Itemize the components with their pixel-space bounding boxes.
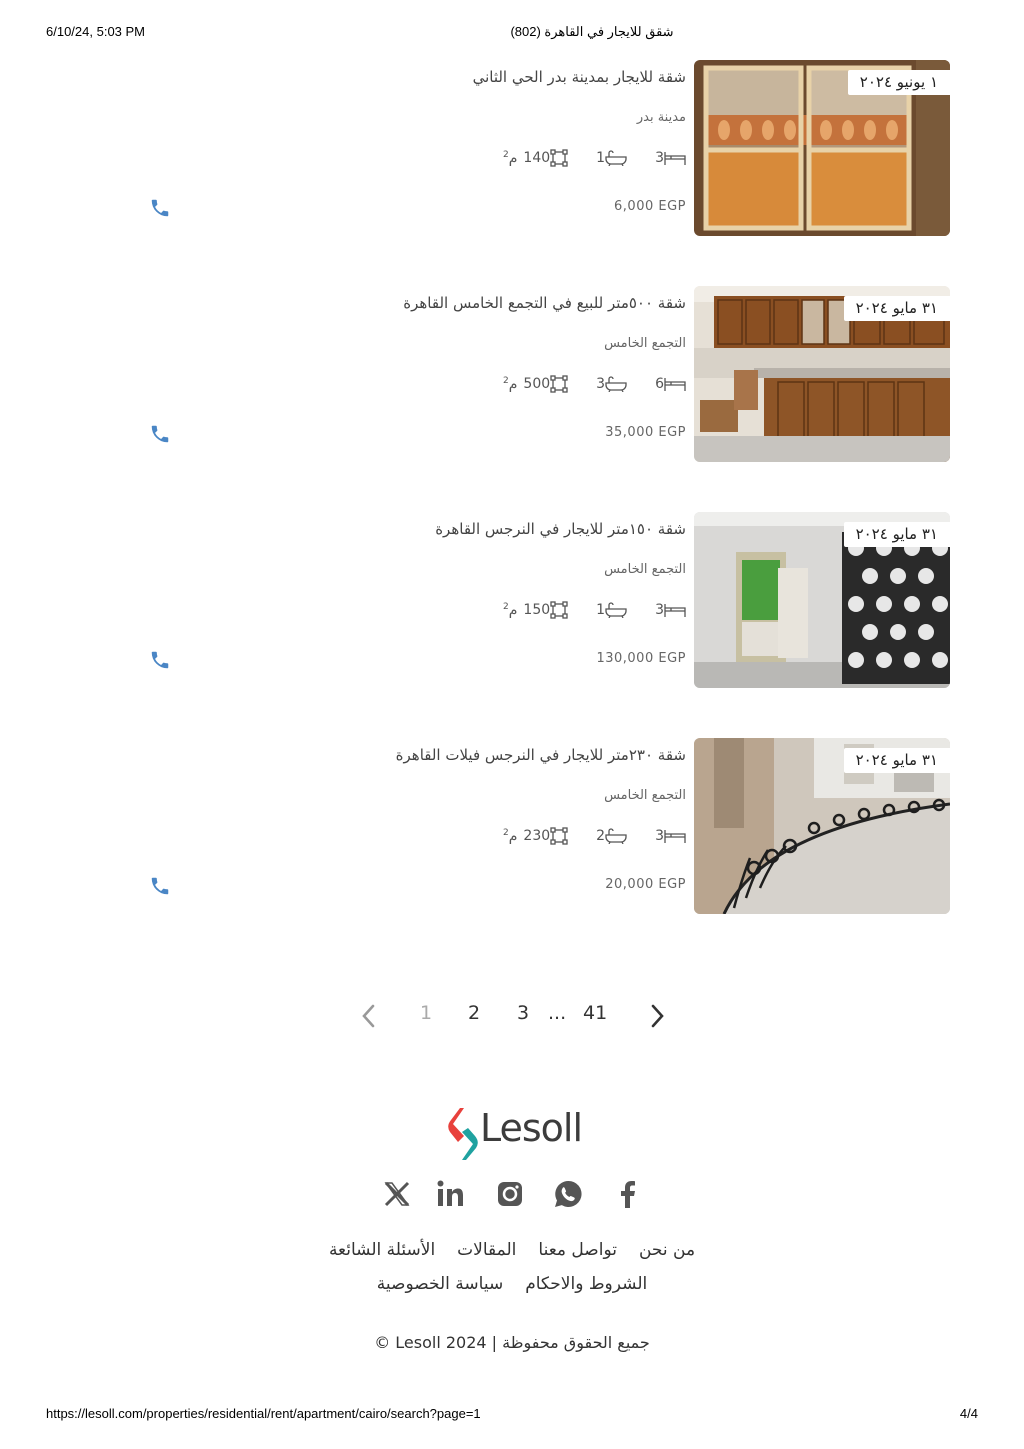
area-value: 140	[523, 150, 551, 166]
area-feature	[499, 827, 568, 845]
listing-title[interactable]: شقة للايجار بمدينة بدر الحي الثاني	[472, 68, 686, 86]
bath-icon	[605, 376, 627, 392]
listing-date: ٣١ مايو ٢٠٢٤	[844, 522, 950, 547]
listing-features	[477, 148, 686, 168]
bathrooms-feature	[590, 602, 627, 618]
area-icon	[550, 149, 568, 167]
footer-link-privacy[interactable]: سياسة الخصوصية	[376, 1274, 504, 1294]
listing-photo[interactable]	[694, 286, 950, 462]
print-datetime: 6/10/24, 5:03 PM	[46, 24, 146, 39]
bedrooms-feature	[649, 602, 686, 618]
bathrooms-count: 3	[596, 376, 606, 392]
bath-icon	[605, 602, 627, 618]
listing-location: التجمع الخامس	[604, 562, 686, 577]
brand-name: Lesoll	[480, 1106, 583, 1150]
listing-photo[interactable]	[694, 738, 950, 914]
area-feature	[499, 149, 568, 167]
listing-location: مدينة بدر	[636, 110, 686, 125]
listing-features	[477, 600, 686, 620]
bedrooms-feature	[649, 376, 686, 392]
footer-link-contact[interactable]: تواصل معنا	[538, 1240, 617, 1260]
listing-title[interactable]: شقة ٥٠٠متر للبيع في التجمع الخامس القاهرة	[403, 294, 686, 312]
bedrooms-feature	[649, 150, 686, 166]
listing-title[interactable]: شقة ١٥٠متر للايجار في النرجس القاهرة	[435, 520, 686, 538]
area-unit: م$^2$	[503, 149, 518, 167]
listing-features	[477, 374, 686, 394]
bathrooms-feature	[590, 376, 627, 392]
page-1[interactable]: 1	[420, 1002, 433, 1024]
footer-link-terms[interactable]: الشروط والاحكام	[525, 1274, 648, 1294]
listing-price: 130,000 EGP	[596, 651, 686, 666]
footer-links	[0, 1240, 1024, 1308]
area-feature	[499, 375, 568, 393]
x-icon[interactable]	[381, 1178, 413, 1210]
area-value: 500	[523, 376, 551, 392]
page-2[interactable]: 2	[468, 1002, 481, 1024]
instagram-icon[interactable]	[494, 1178, 526, 1210]
listing-date: ١ يونيو ٢٠٢٤	[848, 70, 950, 95]
footer-link-articles[interactable]: المقالات	[457, 1240, 517, 1260]
listing-title[interactable]: شقة ٢٣٠متر للايجار في النرجس فيلات القاهرة	[395, 746, 686, 764]
listing-price: 35,000 EGP	[605, 425, 686, 440]
linkedin-icon[interactable]	[434, 1178, 466, 1210]
social-links	[0, 1178, 1024, 1212]
listing-price: 20,000 EGP	[605, 877, 686, 892]
listing-location: التجمع الخامس	[604, 336, 686, 351]
phone-icon[interactable]	[149, 423, 171, 445]
bed-icon	[664, 602, 686, 618]
listing-photo[interactable]	[694, 60, 950, 236]
area-icon	[550, 601, 568, 619]
page-3[interactable]: 3	[517, 1002, 530, 1024]
lesoll-logo[interactable]	[448, 1104, 583, 1162]
bathrooms-count: 2	[596, 828, 606, 844]
area-icon	[550, 375, 568, 393]
listing-card[interactable]	[140, 738, 950, 914]
bed-icon	[664, 376, 686, 392]
area-value: 150	[523, 602, 551, 618]
whatsapp-icon[interactable]	[552, 1178, 584, 1210]
copyright: جميع الحقوق محفوظة | Lesoll 2024 ©	[374, 1333, 650, 1352]
bedrooms-count: 3	[655, 150, 664, 166]
bedrooms-count: 6	[655, 376, 664, 392]
footer-link-faq[interactable]: الأسئلة الشائعة	[328, 1240, 436, 1260]
area-unit: م$^2$	[503, 375, 518, 393]
print-page-number: 4/4	[959, 1406, 978, 1421]
bathrooms-count: 1	[596, 602, 606, 618]
print-title: شقق للايجار في القاهرة (802)	[510, 24, 674, 39]
bed-icon	[664, 150, 686, 166]
listing-features	[477, 826, 686, 846]
phone-icon[interactable]	[149, 649, 171, 671]
chevron-right-icon[interactable]	[649, 1003, 665, 1029]
area-icon	[550, 827, 568, 845]
print-url: https://lesoll.com/properties/residential/rent/apartment/cairo/search?page=1	[46, 1406, 481, 1421]
bedrooms-count: 3	[655, 828, 664, 844]
bedrooms-feature	[649, 828, 686, 844]
area-feature	[499, 601, 568, 619]
listing-card[interactable]	[140, 60, 950, 236]
listing-date: ٣١ مايو ٢٠٢٤	[844, 748, 950, 773]
listing-card[interactable]	[140, 512, 950, 688]
pagination	[0, 998, 1024, 1034]
bedrooms-count: 3	[655, 602, 664, 618]
listing-photo[interactable]	[694, 512, 950, 688]
area-unit: م$^2$	[503, 827, 518, 845]
bath-icon	[605, 828, 627, 844]
bathrooms-count: 1	[596, 150, 606, 166]
listing-card[interactable]	[140, 286, 950, 462]
listing-price: 6,000 EGP	[614, 199, 686, 214]
bed-icon	[664, 828, 686, 844]
bathrooms-feature	[590, 828, 627, 844]
footer-link-about[interactable]: من نحن	[638, 1240, 696, 1260]
chevron-left-icon[interactable]	[361, 1003, 377, 1029]
bath-icon	[605, 150, 627, 166]
phone-icon[interactable]	[149, 875, 171, 897]
area-value: 230	[523, 828, 551, 844]
listing-location: التجمع الخامس	[604, 788, 686, 803]
page-ellipsis: ...	[548, 1002, 567, 1024]
lesoll-logo-mark	[448, 1106, 478, 1162]
listing-date: ٣١ مايو ٢٠٢٤	[844, 296, 950, 321]
bathrooms-feature	[590, 150, 627, 166]
print-header	[0, 24, 1024, 44]
area-unit: م$^2$	[503, 601, 518, 619]
page-41[interactable]: 41	[583, 1002, 608, 1024]
phone-icon[interactable]	[149, 197, 171, 219]
facebook-icon[interactable]	[612, 1178, 644, 1210]
